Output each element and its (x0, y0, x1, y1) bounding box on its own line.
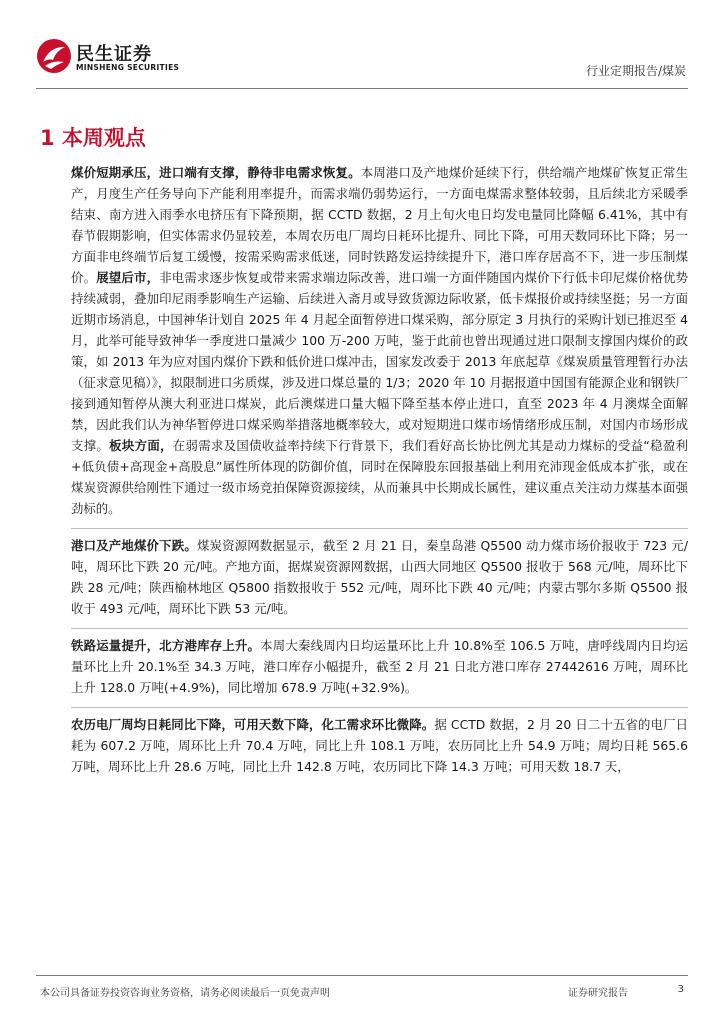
page-header (0, 0, 724, 90)
paragraph-coal-price (71, 528, 688, 619)
paragraph-weekly-view (71, 162, 688, 519)
paragraph-text: 煤炭资源网数据显示，截至 2 月 21 日，秦皇岛港 Q5500 动力煤市场价报收于 723 元/吨，周环比下跌 20 元/吨。产地方面，据煤炭资源网数据，山西大同地区 Q5500 报收于 568 元/吨，周环比下跌 28 元/吨；陕西榆林地区 Q5800 指数报收于 552 元/吨，周环比下跌 40 元/吨；内蒙古鄂尔多斯 Q5500 报收于 493 元/吨，周环比下跌 53 元/吨。 (71, 538, 689, 616)
footer-disclaimer: 本公司具备证券投资咨询业务资格，请务必阅读最后一页免责声明 (40, 988, 330, 999)
paragraph-text: 据 CCTD 数据，2 月 20 日二十五省的电厂日耗为 607.2 万吨，周环比上升 70.4 万吨，同比上升 108.1 万吨，农历同比上升 54.9 万吨；周均日耗 565.6 万吨，周环比上升 28.6 万吨，同比上升 142.8 万吨，农历同比下降 14.3 万吨；可用天数 18.7 天， (71, 717, 689, 774)
paragraph-lead: 铁路运量提升，北方港库存上升。 (71, 638, 261, 653)
paragraph-text: 本周大秦线周内日均运量环比上升 10.8%至 106.5 万吨，唐呼线周内日均运量环比上升 20.1%至 34.3 万吨，港口库存小幅提升，截至 2 月 21 日北方港口库存 27442616 万吨，周环比上升 128.0 万吨(+4.9%)，同比增加 678.9 万吨(+32.9%)。 (71, 638, 688, 695)
paragraph-text-sector: 在弱需求及国债收益率持续下行背景下，我们看好高长协比例尤其是动力煤标的受益“稳盈利+低负债+高现金+高股息”属性所体现的防御价值，同时在保障股东回报基础上利用充沛现金低成本扩张，或在煤炭资源供给刚性下通过一级市场竞拍保障资源接续，从而兼具中长期成长属性，建议重点关注动力煤基本面强劲标的。 (71, 438, 689, 516)
paragraph-text-outlook: 非电需求逐步恢复或带来需求端边际改善，进口端一方面伴随国内煤价下行低卡印尼煤价格优势持续减弱，叠加印尼雨季影响生产运输、后续进入斋月或导致货源边际收紧，低卡煤报价或持续坚挺；另一方面近期市场消息，中国神华计划自 2025 年 4 月起全面暂停进口煤采购，部分原定 3 月执行的采购计划已推迟至 4 月，此举可能导致神华一季度进口量减少 100 万-200 万吨，鉴于此前也曾出现通过进口限制支撑国内煤价的政策，如 2013 年为应对国内煤价下跌和低价进口煤冲击，国家发改委于 2013 年底起草《煤炭质量管理暂行办法（征求意见稿）》，拟限制进口劣质煤，涉及进口煤总量的 1/3；2020 年 10 月据报道中国国有能源企业和钢铁厂接到通知暂停从澳大利亚进口煤炭，此后澳煤进口量大幅下降至基本停止进口，直至 2023 年 4 月澳煤全面解禁，因此我们认为神华暂停进口煤采购举措落地概率较大，或对短期进口煤市场情绪形成压制，对国内市场形成支撑。 (71, 270, 689, 453)
footer-label: 证券研究报告 (568, 988, 628, 999)
report-type: 行业定期报告/煤炭 (585, 64, 686, 78)
paragraph-power-plant (71, 707, 688, 777)
logo-text-en: MINSHENG SECURITIES (76, 63, 180, 72)
paragraph-lead: 煤价短期承压，进口端有支撑，静待非电需求恢复。 (71, 165, 361, 180)
paragraph-lead-outlook: 展望后市， (96, 270, 160, 285)
page-number: 3 (677, 984, 684, 995)
paragraph-lead: 港口及产地煤价下跌。 (71, 538, 197, 553)
footer-divider (36, 975, 688, 976)
paragraph-lead: 农历电厂周均日耗同比下降，可用天数下降，化工需求环比微降。 (71, 717, 435, 732)
section-title: 1 本周观点 (40, 126, 146, 150)
logo-text-cn: 民生证券 (76, 44, 152, 65)
header-divider (36, 88, 688, 89)
report-body (71, 162, 688, 786)
paragraph-text: 本周港口及产地煤价延续下行，供给端产地煤矿恢复正常生产，月度生产任务导向下产能利用率提升，而需求端仍弱势运行，一方面电煤需求整体较弱，且后续北方采暖季结束、南方进入雨季水电挤压有下降预期，据 CCTD 数据，2 月上旬火电日均发电量同比降幅 6.41%，其中有春节假期影响，但实体需求仍显较差，本周农历电厂周均日耗环比提升、同比下降，可用天数同环比下降；另一方面非电终端节后复工缓慢，按需采购需求低迷，同时铁路发运持续提升下，港口库存居高不下，进一步压制煤价。 (71, 165, 689, 285)
paragraph-rail-transport (71, 628, 688, 698)
minsheng-logo-icon (36, 38, 72, 74)
minsheng-logo (36, 38, 186, 80)
paragraph-lead-sector: 板块方面， (109, 438, 173, 453)
